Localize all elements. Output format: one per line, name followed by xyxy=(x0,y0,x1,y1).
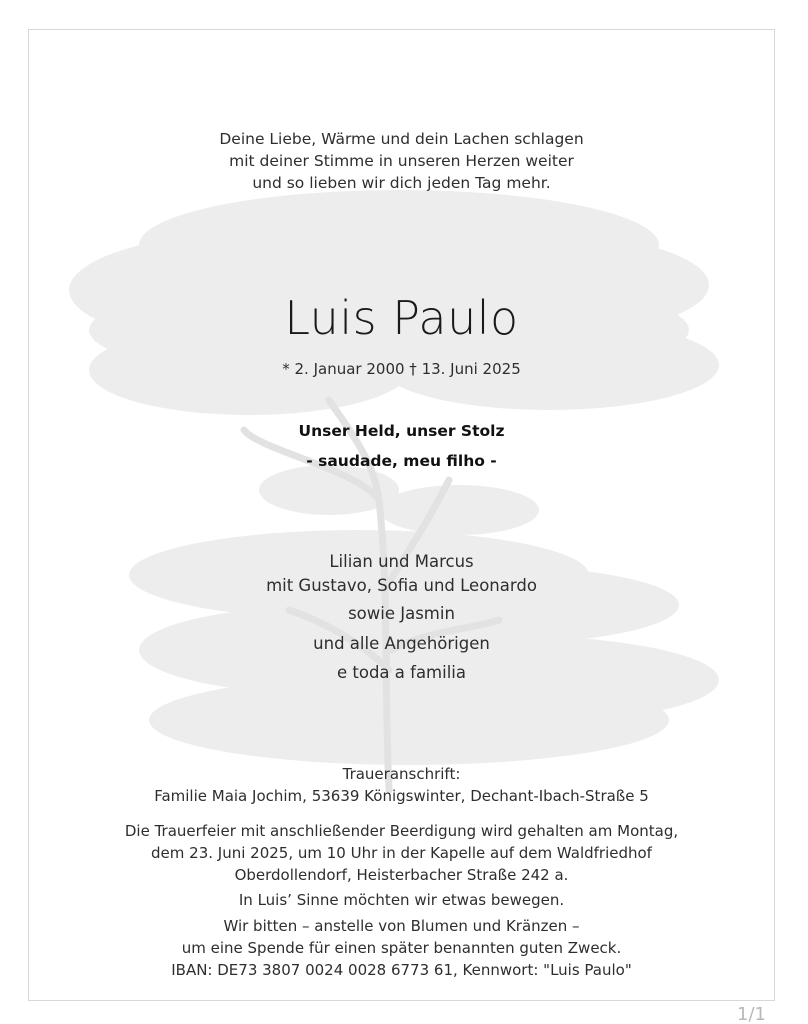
family-line-2: mit Gustavo, Sofia und Leonardo xyxy=(266,576,537,595)
ceremony-line-1: Die Trauerfeier mit anschließender Beerdigung wird gehalten am Montag, xyxy=(124,822,679,840)
family-line-5: e toda a familia xyxy=(336,663,466,682)
quote-line-2: mit deiner Stimme in unseren Herzen weiter xyxy=(229,152,574,170)
family-line-3: sowie Jasmin xyxy=(348,604,455,623)
family-line-1: Lilian und Marcus xyxy=(329,552,474,571)
family-line-4: und alle Angehörigen xyxy=(313,634,490,653)
quote-line-3: und so lieben wir dich jeden Tag mehr. xyxy=(252,174,551,192)
donation-line-2: um eine Spende für einen später benannten guten Zweck. xyxy=(181,939,622,957)
page-indicator: 1/1 xyxy=(737,1004,766,1024)
donation-line-1: Wir bitten – anstelle von Blumen und Kränzen – xyxy=(223,917,580,935)
ceremony-line-2: dem 23. Juni 2025, um 10 Uhr in der Kapelle auf dem Waldfriedhof xyxy=(151,844,652,862)
ceremony-line-3: Oberdollendorf, Heisterbacher Straße 242 a. xyxy=(234,866,569,884)
sense-line: In Luis’ Sinne möchten wir etwas bewegen. xyxy=(238,891,565,909)
motto-line-1: Unser Held, unser Stolz xyxy=(298,422,505,440)
quote-line-1: Deine Liebe, Wärme und dein Lachen schlagen xyxy=(219,130,584,148)
address-value: Familie Maia Jochim, 53639 Königswinter, Dechant-Ibach-Straße 5 xyxy=(154,787,649,805)
obituary-card xyxy=(28,29,775,1001)
life-dates: * 2. Januar 2000 † 13. Juni 2025 xyxy=(282,360,521,378)
address-label: Traueranschrift: xyxy=(342,765,461,783)
donation-line-3: IBAN: DE73 3807 0024 0028 6773 61, Kennwort: "Luis Paulo" xyxy=(171,961,632,979)
deceased-name: Luis Paulo xyxy=(284,291,519,345)
motto-line-2: - saudade, meu filho - xyxy=(306,452,497,470)
